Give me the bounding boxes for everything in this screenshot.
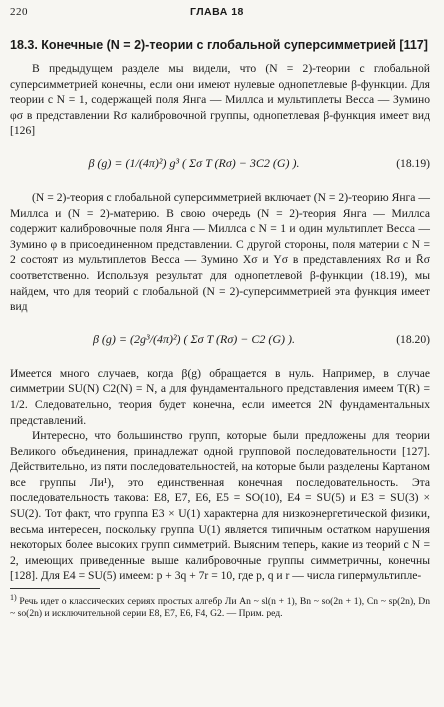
equation	[10, 144, 430, 184]
equation-number: (18.19)	[396, 157, 430, 171]
footnote-text: Речь идет о классических сериях простых алгебр Ли An ~ sl(n + 1), Bn ~ so(2n + 1), Cn ~ sp(2n), Dn ~ so(2n) и исключительной серии E8, E7, E6, F4, G2. — Прим. ред.	[10, 596, 430, 620]
equation	[10, 320, 430, 360]
equation-expression: β (g) = (1/(4π)²) g³ ( Σσ T (Rσ) − 3C2 (G) ).	[88, 156, 300, 171]
footnote	[10, 592, 430, 620]
equation-number: (18.20)	[396, 333, 430, 347]
paragraph: (N = 2)-теория с глобальной суперсимметрией включает (N = 2)-теорию Янга — Миллса и (N = 2)-материю. В свою очередь (N = 2)-теория Янга — Миллса содержит калибровочные поля Янга — Миллса с N = 1 и один мультиплет Весса — Зумино φ в присоединенном представлении. С другой стороны, поля материи с N = 2 состоят из мультиплетов Весса — Зумино Xσ и Yσ в представлениях Rσ и R̄σ соответственно. Используя результат для однопетлевой β-функции (18.19), мы найдем, что для теорий с глобальной (N = 2)-суперсимметрией эта функция имеет вид	[10, 190, 430, 314]
running-head	[10, 6, 430, 24]
page-number: 220	[10, 6, 28, 18]
section-title: 18.3. Конечные (N = 2)-теории с глобальной суперсимметрией [117]	[10, 38, 428, 52]
paragraph: Интересно, что большинство групп, которые были предложены для теории Великого объединения, принадлежат одной групповой последовательности [127]. Действительно, из пяти последовательностей, на которые были разделены Картаном все группы Ли¹), это единственная конечная последовательность. Эта последовательность такова: E8, E7, E6, E5 = SO(10), E4 = SU(5) и E3 = SU(3) × SU(2). Тот факт, что группа E3 × U(1) характерна для низкоэнергетической физики, весьма интересен, поскольку группа U(1) является типичным остатком нарушения некоторых более высоких групп симметрий. Выясним теперь, какие из теорий с N = 2, имеющих приведенные выше калибровочные группы симметричны, конечны [128]. Для E4 = SU(5) имеем: p + 3q + 7r = 10, где p, q и r — числа гипермультипле-	[10, 429, 430, 583]
footnote-divider	[10, 588, 100, 589]
footnote-mark: 1)	[10, 593, 17, 603]
paragraph: В предыдущем разделе мы видели, что (N = 2)-теории с глобальной суперсимметрией конечны, если они имеют нулевые однопетлевые β-функции. Для теории с N = 1, содержащей поля Янга — Миллса и мультиплеты Весса — Зумино φσ в представлении Rσ калибровочной группы, однопетлевая β-функция имеет вид [126]	[10, 62, 430, 138]
chapter-title: ГЛАВА 18	[190, 6, 244, 18]
paragraph: Имеется много случаев, когда β(g) обращается в нуль. Например, в случае симметрии SU(N) C2(N) = N, а для фундаментального представления имеем T(R) = 1/2. Следовательно, теория будет конечна, если имеется 2N фундаментальных представлений.	[10, 366, 430, 427]
equation-expression: β (g) = (2g³/(4π)²) ( Σσ T (Rσ) − C2 (G) ).	[92, 332, 296, 347]
